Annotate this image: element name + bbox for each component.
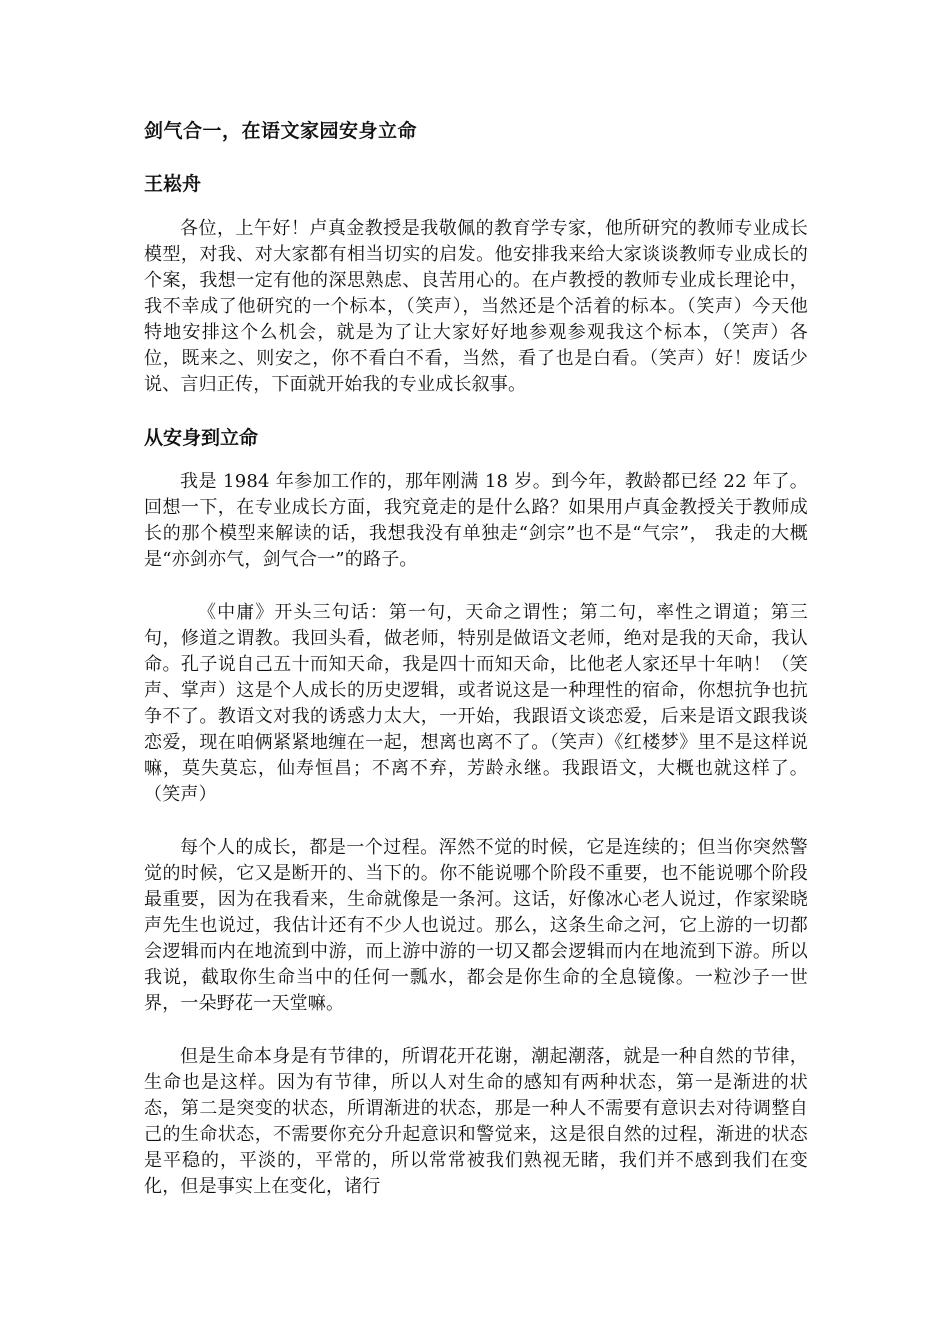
body-paragraph: 我是 1984 年参加工作的，那年刚满 18 岁。到今年，教龄都已经 22 年了。回想一下，在专业成长方面，我究竟走的是什么路？如果用卢真金教授关于教师成长的那个模型来解读的话，我想我没有单独走“剑宗”也不是“气宗”， 我走的大概是“亦剑亦气，剑气合一”的路子。 — [144, 471, 808, 570]
body-paragraph: 《中庸》开头三句话：第一句，天命之谓性；第二句，率性之谓道；第三句，修道之谓教。我回头看，做老师，特别是做语文老师，绝对是我的天命，我认命。孔子说自己五十而知天命，我是四十而知天命，比他老人家还早十年呐！（笑声、掌声）这是个人成长的历史逻辑，或者说这是一种理性的宿命，你想抗争也抗争不了。教语文对我的诱惑力太大，一开始，我跟语文谈恋爱，后来是语文跟我谈恋爱，现在咱俩紧紧地缠在一起，想离也离不了。（笑声）《红楼梦》里不是这样说嘛，莫失莫忘，仙寿恒昌；不离不弃，芳龄永继。我跟语文，大概也就这样了。（笑声） — [144, 602, 808, 805]
document-title: 剑气合一，在语文家园安身立命 — [144, 120, 418, 142]
intro-paragraph: 各位，上午好！卢真金教授是我敬佩的教育学专家，他所研究的教师专业成长模型，对我、对大家都有相当切实的启发。他安排我来给大家谈谈教师专业成长的个案，我想一定有他的深思熟虑、良苦用心的。在卢教授的教师专业成长理论中，我不幸成了他研究的一个标本，（笑声），当然还是个活着的标本。（笑声）今天他特地安排这个么机会，就是为了让大家好好地参观参观我这个标本，（笑声）各位，既来之、则安之，你不看白不看，当然，看了也是白看。（笑声）好！废话少说、言归正传，下面就开始我的专业成长叙事。 — [144, 218, 808, 395]
body-paragraph: 每个人的成长，都是一个过程。浑然不觉的时候，它是连续的；但当你突然警觉的时候，它又是断开的、当下的。你不能说哪个阶段不重要，也不能说哪个阶段最重要，因为在我看来，生命就像是一条河。这话，好像冰心老人说过，作家梁晓声先生也说过，我估计还有不少人也说过。那么，这条生命之河，它上游的一切都会逻辑而内在地流到中游，而上游中游的一切又都会逻辑而内在地流到下游。所以我说，截取你生命当中的任何一瓢水，都会是你生命的全息镜像。一粒沙子一世界，一朵野花一天堂嘛。 — [144, 837, 808, 1014]
section-heading: 从安身到立命 — [144, 427, 259, 449]
document-page — [144, 118, 808, 1200]
body-paragraph: 但是生命本身是有节律的，所谓花开花谢，潮起潮落，就是一种自然的节律，生命也是这样。因为有节律，所以人对生命的感知有两种状态，第一是渐进的状态，第二是突变的状态，所谓渐进的状态，那是一种人不需要有意识去对待调整自己的生命状态，不需要你充分升起意识和警觉来，这是很自然的过程，渐进的状态是平稳的，平淡的，平常的，所以常常被我们熟视无睹，我们并不感到我们在变化，但是事实上在变化，诸行 — [144, 1046, 808, 1197]
author-name: 王崧舟 — [144, 173, 202, 195]
